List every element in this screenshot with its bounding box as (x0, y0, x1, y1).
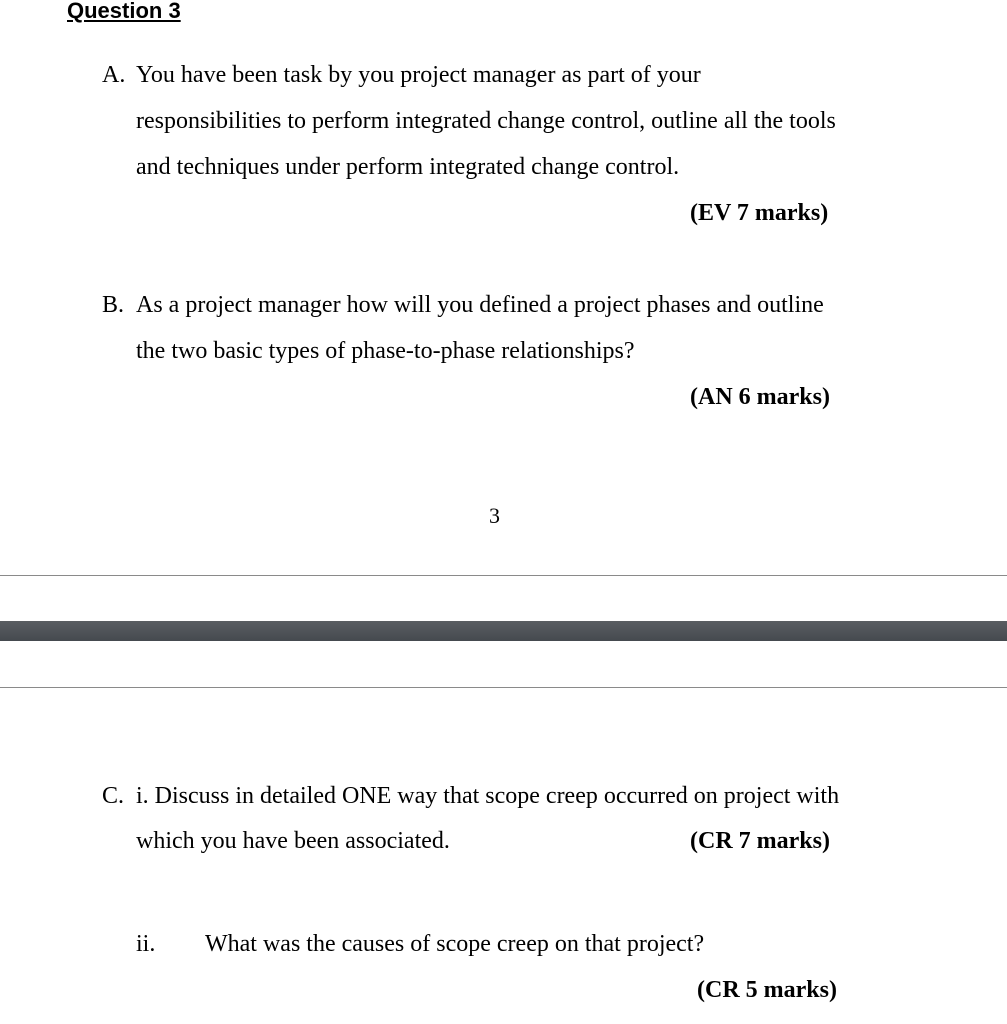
question-b-marker: B. (102, 292, 125, 318)
question-a-line-1: You have been task by you project manager as part of your (136, 62, 701, 88)
page-top-edge (0, 687, 1007, 688)
question-b-marks: (AN 6 marks) (690, 384, 830, 410)
question-c-ii-text: What was the causes of scope creep on that project? (205, 931, 705, 957)
question-a-line-2: responsibilities to perform integrated change control, outline all the tools (136, 108, 836, 134)
question-heading: Question 3 (67, 0, 181, 23)
question-c-ii-marks: (CR 5 marks) (697, 977, 837, 1003)
question-a-marks: (EV 7 marks) (690, 200, 829, 226)
question-c-ii-numeral: ii. (136, 931, 156, 957)
page-bottom-edge (0, 575, 1007, 576)
question-c-marker: C. (102, 783, 125, 809)
question-b-line-2: the two basic types of phase-to-phase relationships? (136, 338, 635, 364)
question-c-i-line-1: i. Discuss in detailed ONE way that scope creep occurred on project with (136, 783, 840, 809)
question-c-i-line-2: which you have been associated. (136, 828, 450, 854)
question-a-line-3: and techniques under perform integrated change control. (136, 154, 680, 180)
question-c-i-marks: (CR 7 marks) (690, 828, 830, 854)
page-number: 3 (489, 503, 500, 528)
page-separator (0, 621, 1007, 641)
question-a-marker: A. (102, 62, 126, 88)
question-b-line-1: As a project manager how will you defined a project phases and outline (136, 292, 824, 318)
